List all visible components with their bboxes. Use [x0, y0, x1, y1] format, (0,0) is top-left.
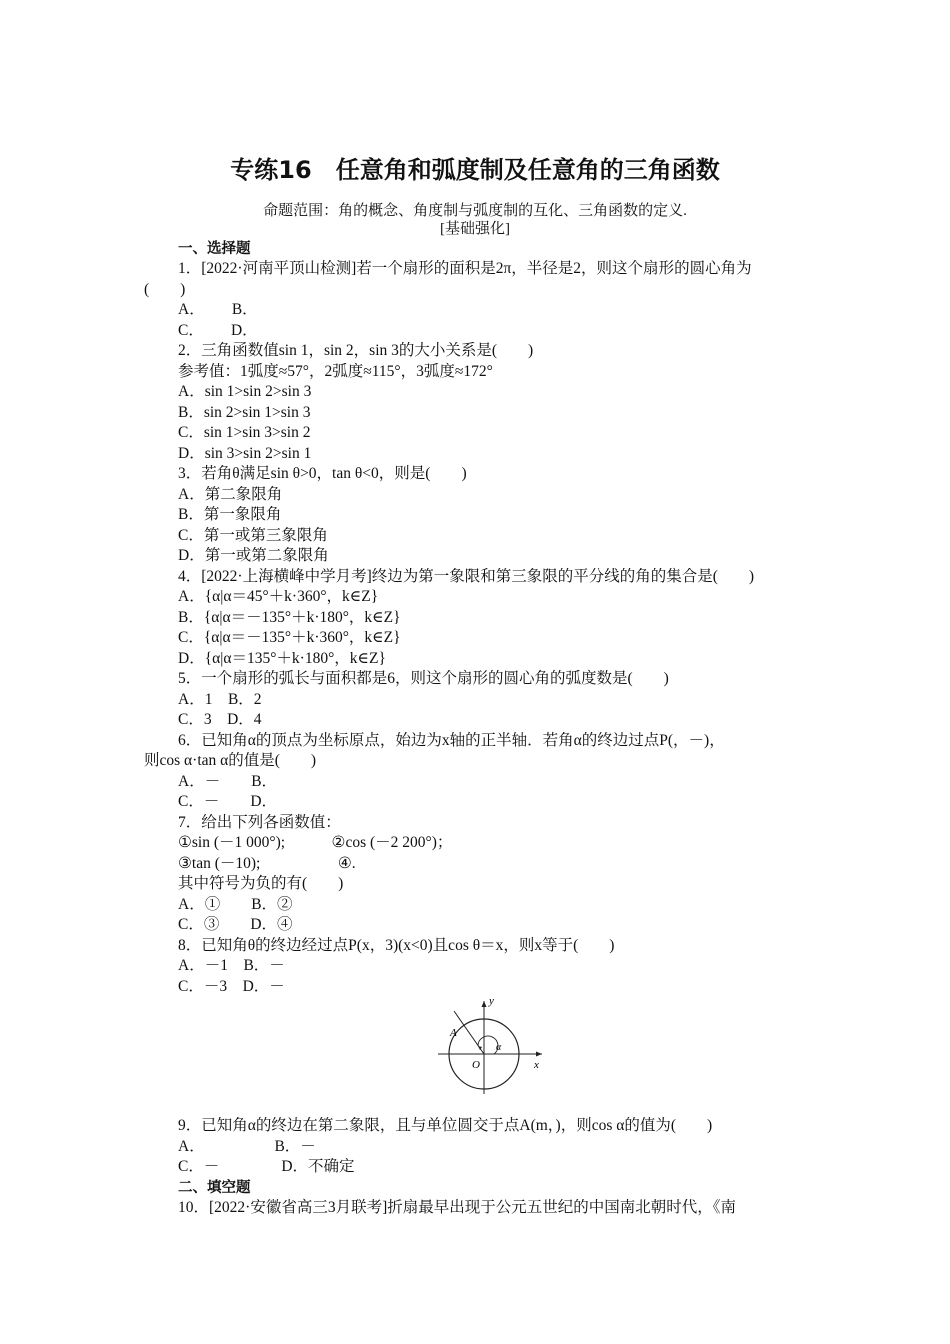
- question-2-option-b: B．sin 2>sin 1>sin 3: [178, 404, 311, 421]
- section-heading-choice: 一、选择题: [178, 241, 251, 257]
- question-5-options-ab: A．1 B．2: [178, 691, 262, 708]
- question-3-option-a: A．第二象限角: [178, 486, 283, 503]
- question-4-option-a: A．{α|α＝45°＋k·360°，k∈Z}: [178, 588, 379, 605]
- question-2-stem: 2．三角函数值sin 1，sin 2，sin 3的大小关系是( ): [178, 342, 534, 359]
- question-7-stem: 7．给出下列各函数值：: [178, 814, 341, 831]
- question-1-paren: ( ): [144, 281, 186, 298]
- page-title: 专练16 任意角和弧度制及任意角的三角函数: [230, 156, 720, 184]
- question-3-stem: 3．若角θ满足sin θ>0，tan θ<0，则是( ): [178, 465, 467, 482]
- topic-scope: 命题范围：角的概念、角度制与弧度制的互化、三角函数的定义.: [263, 203, 687, 219]
- y-axis-label: y: [489, 995, 494, 1007]
- question-3-option-c: C．第一或第三象限角: [178, 527, 328, 544]
- question-7-items-12: ①sin (－1 000°); ②cos (－2 200°)；: [178, 834, 453, 851]
- question-9-stem: 9．已知角α的终边在第二象限，且与单位圆交于点A(m，)，则cos α的值为( ): [178, 1117, 713, 1134]
- alpha-label: α: [496, 1042, 502, 1053]
- origin-label: O: [472, 1059, 480, 1071]
- x-axis-arrow: [536, 1052, 542, 1057]
- point-a-label: A: [450, 1027, 457, 1039]
- question-8-stem: 8．已知角θ的终边经过点P(x，3)(x<0)且cos θ＝x，则x等于( ): [178, 937, 615, 954]
- question-4-option-d: D．{α|α＝135°＋k·180°，k∈Z}: [178, 650, 386, 667]
- x-axis-label: x: [534, 1059, 539, 1071]
- question-6-stem-cont: 则cos α·tan α的值是( ): [144, 752, 317, 769]
- section-heading-fill: 二、填空题: [178, 1180, 251, 1196]
- question-6-options-ab: A．－ B．: [178, 773, 278, 790]
- question-4-option-c: C．{α|α＝－135°＋k·360°，k∈Z}: [178, 629, 401, 646]
- question-2-option-c: C．sin 1>sin 3>sin 2: [178, 424, 311, 441]
- question-8-options-ab: A．－1 B．－: [178, 957, 285, 974]
- question-6-options-cd: C．－ D．: [178, 793, 278, 810]
- question-6-stem: 6．已知角α的顶点为坐标原点，始边为x轴的正半轴．若角α的终边过点P(，－)，: [178, 732, 725, 749]
- question-7-options-cd: C．③ D．④: [178, 916, 293, 933]
- unit-circle-figure: [432, 993, 552, 1099]
- question-2-option-d: D．sin 3>sin 2>sin 1: [178, 445, 312, 462]
- question-10-stem: 10．[2022·安徽省高三3月联考]折扇最早出现于公元五世纪的中国南北朝时代，《南: [178, 1199, 736, 1216]
- question-1-stem: 1．[2022·河南平顶山检测]若一个扇形的面积是2π，半径是2，则这个扇形的圆心角为: [178, 260, 752, 277]
- section-tag: [基础强化]: [440, 221, 510, 237]
- question-5-options-cd: C．3 D．4: [178, 711, 262, 728]
- question-4-option-b: B．{α|α＝－135°＋k·180°，k∈Z}: [178, 609, 401, 626]
- question-5-stem: 5．一个扇形的弧长与面积都是6，则这个扇形的圆心角的弧度数是( ): [178, 670, 669, 687]
- question-8-options-cd: C．－3 D．－: [178, 978, 285, 995]
- question-2-option-a: A．sin 1>sin 2>sin 3: [178, 383, 312, 400]
- question-7-ask: 其中符号为负的有( ): [178, 875, 344, 892]
- question-1-options-ab: A． B．: [178, 301, 258, 318]
- question-2-reference: 参考值：1弧度≈57°，2弧度≈115°，3弧度≈172°: [178, 363, 493, 380]
- question-7-options-ab: A．① B．②: [178, 896, 293, 913]
- question-7-items-34: ③tan (－10); ④.: [178, 855, 356, 872]
- question-9-options-cd: C．－ D．不确定: [178, 1158, 355, 1175]
- question-3-option-d: D．第一或第二象限角: [178, 547, 329, 564]
- angle-arc: [478, 1036, 498, 1054]
- question-4-stem: 4．[2022·上海横峰中学月考]终边为第一象限和第三象限的平分线的角的集合是( ): [178, 568, 755, 585]
- question-9-options-ab: A． B．－: [178, 1138, 316, 1155]
- question-3-option-b: B．第一象限角: [178, 506, 282, 523]
- y-axis-arrow: [482, 1001, 487, 1007]
- question-1-options-cd: C． D．: [178, 322, 258, 339]
